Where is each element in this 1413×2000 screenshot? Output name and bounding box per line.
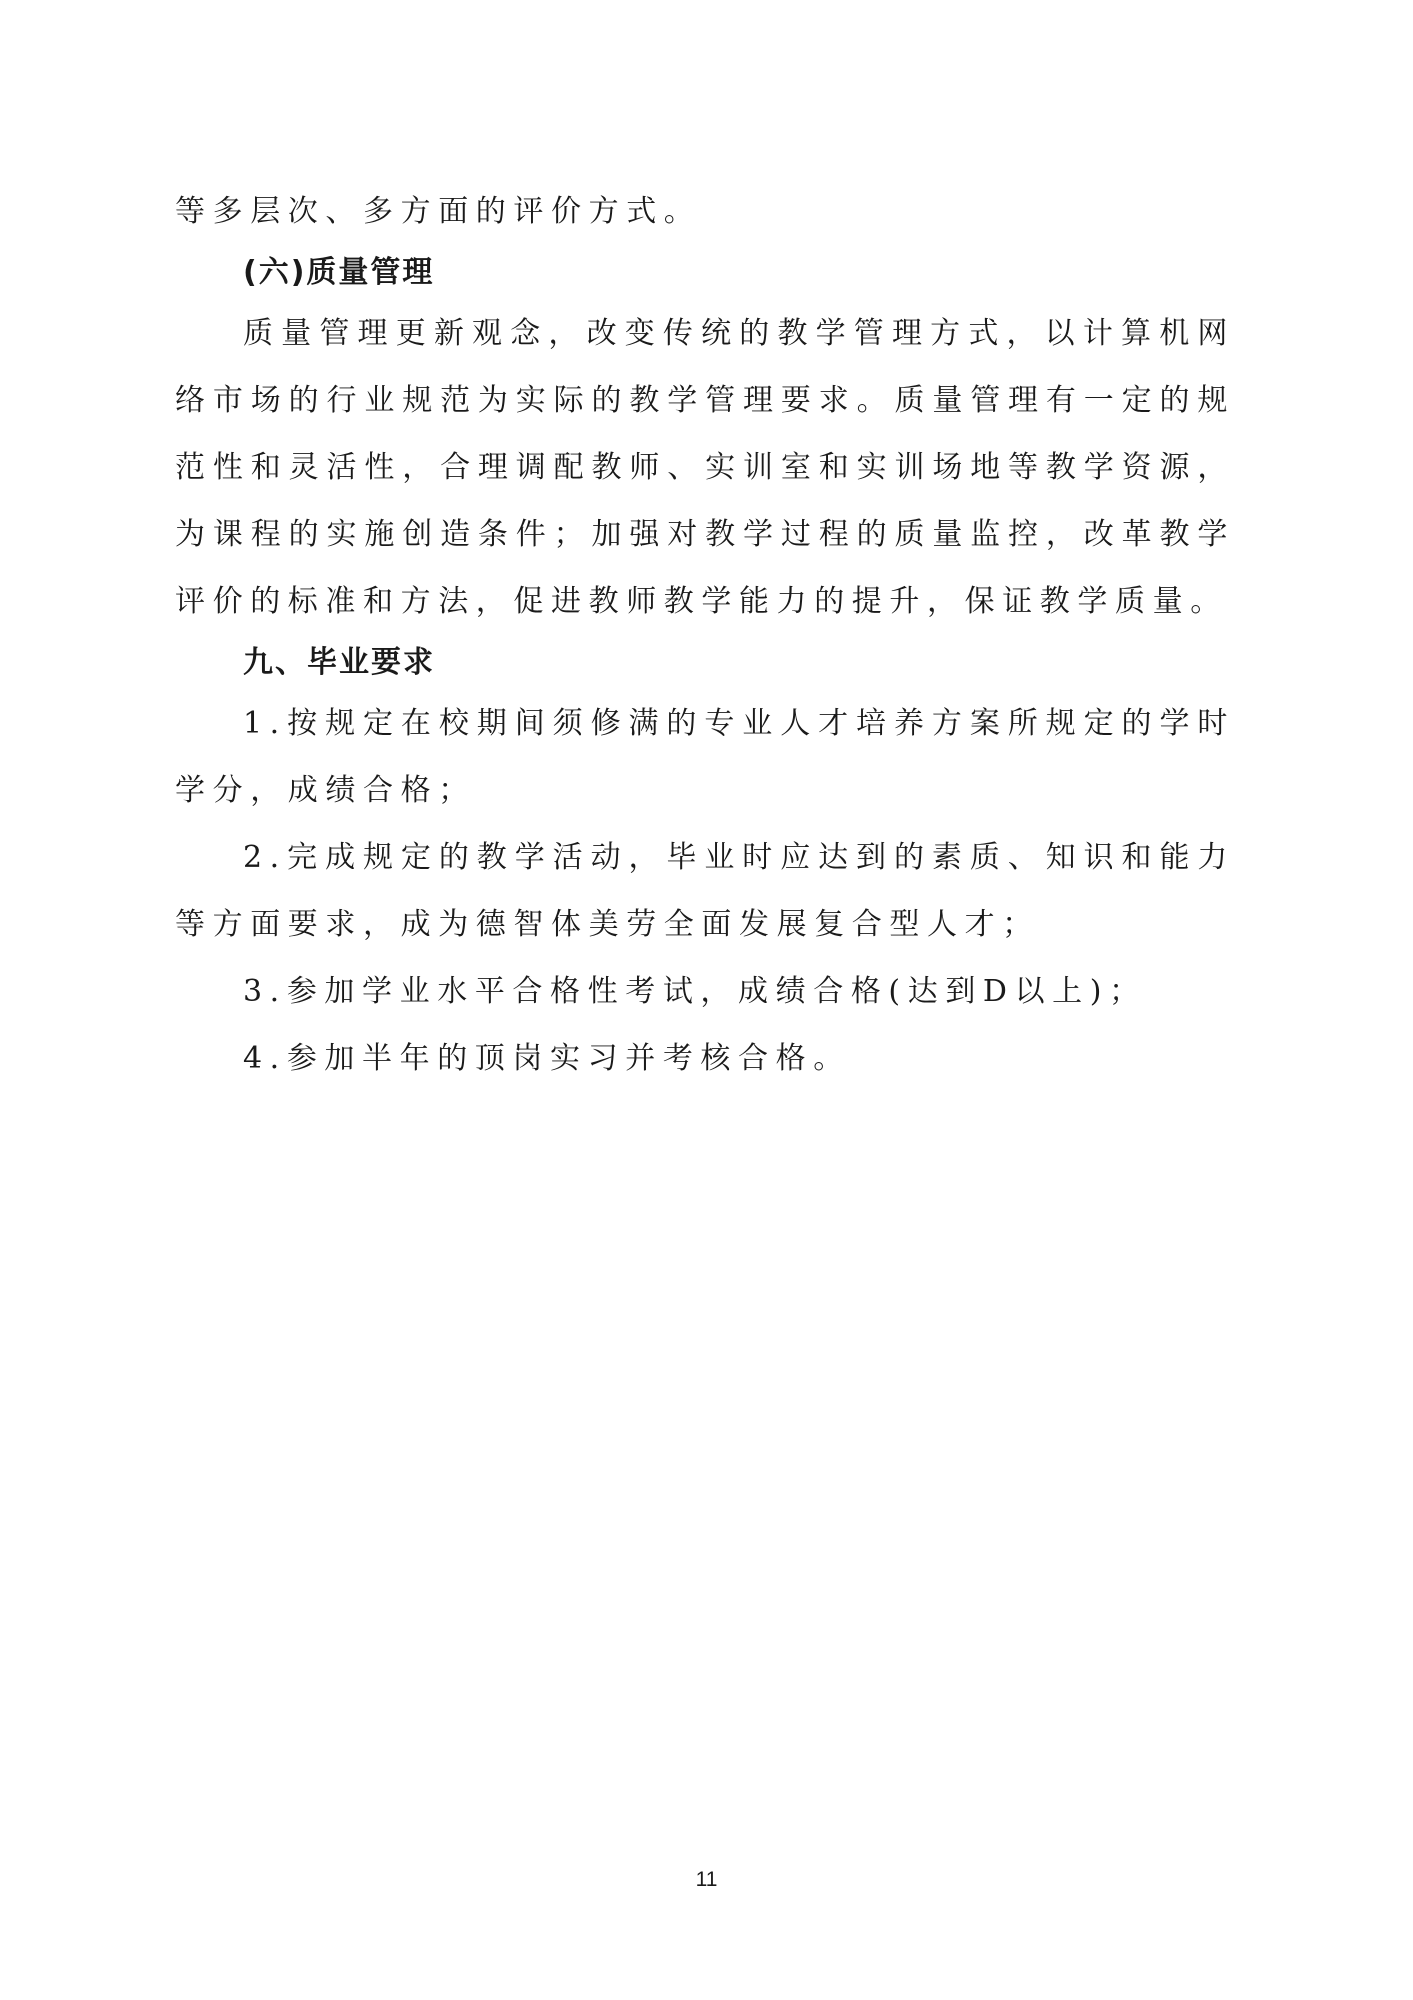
requirement-item-3: 3.参加学业水平合格性考试，成绩合格(达到D以上)；: [243, 974, 1147, 1009]
paragraph-quality-management: 质量管理更新观念，改变传统的教学管理方式，以计算机网络市场的行业规范为实际的教学管理要求。质量管理有一定的规范性和灵活性，合理调配教师、实训室和实训场地等教学资源，为课程的实施创造条件；加强对教学过程的质量监控，改革教学评价的标准和方法，促进教师教学能力的提升，保证教学质量。: [175, 316, 1235, 619]
requirement-item-4: 4.参加半年的顶岗实习并考核合格。: [243, 1041, 851, 1076]
section-heading-quality-management: (六)质量管理: [243, 255, 435, 290]
section-heading-graduation-requirements: 九、毕业要求: [243, 645, 435, 680]
page-number: 11: [695, 1868, 718, 1891]
page-content: [175, 178, 1235, 1092]
requirement-item-2: 2.完成规定的教学活动，毕业时应达到的素质、知识和能力等方面要求，成为德智体美劳全面发展复合型人才；: [175, 840, 1235, 942]
requirement-item-1: 1.按规定在校期间须修满的专业人才培养方案所规定的学时学分，成绩合格；: [175, 706, 1235, 808]
paragraph-evaluation-end: 等多层次、多方面的评价方式。: [175, 194, 702, 229]
